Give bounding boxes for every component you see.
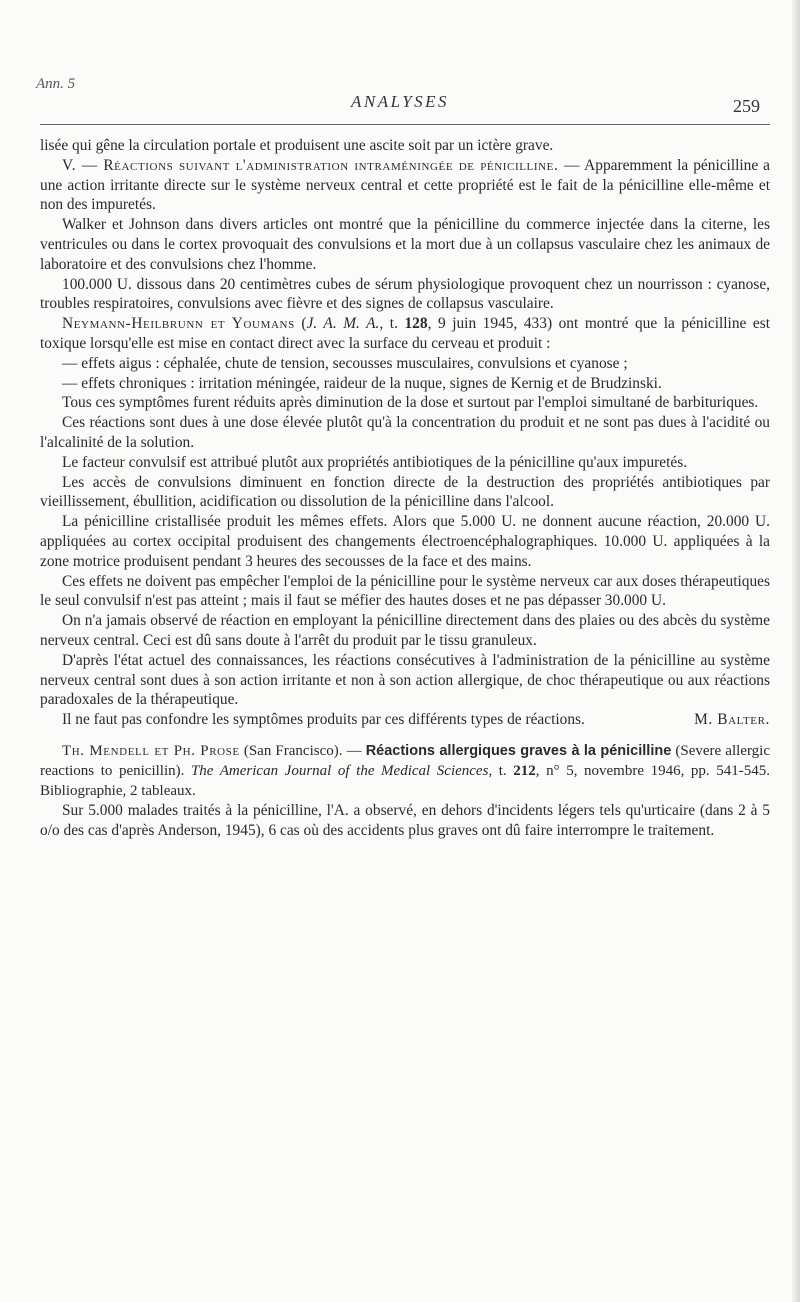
paragraph: Ces effets ne doivent pas empêcher l'emploi de la pénicilline pour le système nerveux car aux doses thérapeutiques le seul convulsif n'est pas atteint ; mais il faut se méfier des hautes doses et ne pas dépasser 30.000 U. xyxy=(40,572,770,610)
cited-volume: 128 xyxy=(404,315,428,333)
paragraph: D'après l'état actuel des connaissances, les réactions consécutives à l'administration de la pénicilline au système nerveux central sont dues à son action irritante et non à son action allergique, de choc thérapeutique ou aux réactions paradoxales de la thérapeutique. xyxy=(40,651,770,709)
closing-paragraph xyxy=(40,710,770,730)
paragraph: La pénicilline cristallisée produit les mêmes effets. Alors que 5.000 U. ne donnent aucune réaction, 20.000 U. appliquées au cortex occipital produisent des changements électroencéphalographiques. 10.000 U. appliquées à la zone motrice produisent pendant 3 heures des secousses de la face et des mains. xyxy=(40,513,770,570)
paragraph-text: Il ne faut pas confondre les symptômes produits par ces différents types de réactions. xyxy=(62,711,585,729)
reference-journal: The American Journal of the Medical Sciences xyxy=(190,762,489,779)
paragraph: Les accès de convulsions diminuent en fonction directe de la destruction des propriétés antibiotiques par vieillissement, ébullition, acidification ou dissolution de la pénicilline dans l'alcool. xyxy=(40,473,770,511)
cited-authors: Neymann-Heilbrunn et Youmans xyxy=(62,315,295,333)
reference-details: , n° 5, novembre 1946, pp. 541-545. Bibliographie, 2 tableaux. xyxy=(40,762,770,799)
section-paragraph xyxy=(40,156,770,215)
header-rule xyxy=(40,124,770,125)
article-body xyxy=(40,136,770,841)
paragraph: 100.000 U. dissous dans 20 centimètres cubes de sérum physiologique provoquent chez un nourrisson : cyanose, troubles respiratoires, convulsions avec fièvre et des signes de collapsus vasculaire. xyxy=(40,275,770,313)
reference-entry xyxy=(40,742,770,801)
reference-original-title: (Severe allergic reactions to penicillin). xyxy=(40,742,770,779)
paragraph: Le facteur convulsif est attribué plutôt aux propriétés antibiotiques de la pénicilline qu'aux impuretés. xyxy=(62,453,688,471)
margin-annotation: Ann. 5 xyxy=(36,76,76,92)
reference-title: Réactions allergiques graves à la pénicilline xyxy=(365,742,672,759)
paragraph: On n'a jamais observé de réaction en employant la pénicilline directement dans des plaies ou des abcès du système nerveux central. Ceci est dû sans doute à l'arrêt du produit par le tissu granuleux. xyxy=(40,612,770,649)
paragraph: Ces réactions sont dues à une dose élevée plutôt qu'à la concentration du produit et ne sont pas dues à l'acidité ou l'alcalinité de la solution. xyxy=(40,414,770,451)
section-text: Apparemment la pénicilline a une action irritante directe sur le système nerveux central et cette propriété est le fait de la pénicilline elle-même et non des impuretés. xyxy=(40,156,770,214)
paragraph: Tous ces symptômes furent réduits après diminution de la dose et surtout par l'emploi simultané de barbituriques. xyxy=(62,394,759,412)
reference-volume-prefix: , t. xyxy=(488,762,514,779)
paragraph: — effets chroniques : irritation méningée, raideur de la nuque, signes de Kernig et de Brudzinski. xyxy=(62,374,662,392)
author-signature: M. Balter. xyxy=(694,711,770,729)
reference-authors: Th. Mendell et Ph. Prose xyxy=(62,742,240,759)
citation-paragraph: Neymann-Heilbrunn et Youmans (J. A. M. A., t. 128, 9 juin 1945, 433) ont montré que la pénicilline est toxique lorsqu'elle est mise en contact direct avec la surface du cerveau et produit : xyxy=(40,315,770,352)
paragraph: Walker et Johnson dans divers articles ont montré que la pénicilline du commerce injectée dans la citerne, les ventricules ou dans le cortex provoquait des convulsions et la mort due à un collapsus vasculaire chez les animaux de laboratoire et des convulsions chez l'homme. xyxy=(40,216,770,273)
section-heading: V. — Réactions suivant l'administration intraméningée de pénicilline. — xyxy=(62,156,581,174)
page-edge xyxy=(792,0,800,1302)
citation-text: , 9 juin 1945, 433) ont montré que la pénicilline est toxique lorsqu'elle est mise en contact direct avec la surface du cerveau et produit : xyxy=(40,315,770,352)
running-title: ANALYSES xyxy=(350,92,450,111)
paragraph: lisée qui gêne la circulation portale et produisent une ascite soit par un ictère grave. xyxy=(40,137,554,154)
cited-journal: J. A. M. A. xyxy=(306,315,380,333)
paragraph: — effets aigus : céphalée, chute de tension, secousses musculaires, convulsions et cyanose ; xyxy=(62,354,628,372)
reference-location: (San Francisco). — xyxy=(239,742,366,759)
page-number: 259 xyxy=(733,96,760,116)
paragraph: Sur 5.000 malades traités à la pénicilline, l'A. a observé, en dehors d'incidents légers tels qu'urticaire (dans 2 à 5 o/o des cas d'après Anderson, 1945), 6 cas où des accidents plus graves ont dû faire interrompre le traitement. xyxy=(40,802,770,840)
spacer xyxy=(40,730,770,742)
reference-volume: 212 xyxy=(513,762,536,779)
